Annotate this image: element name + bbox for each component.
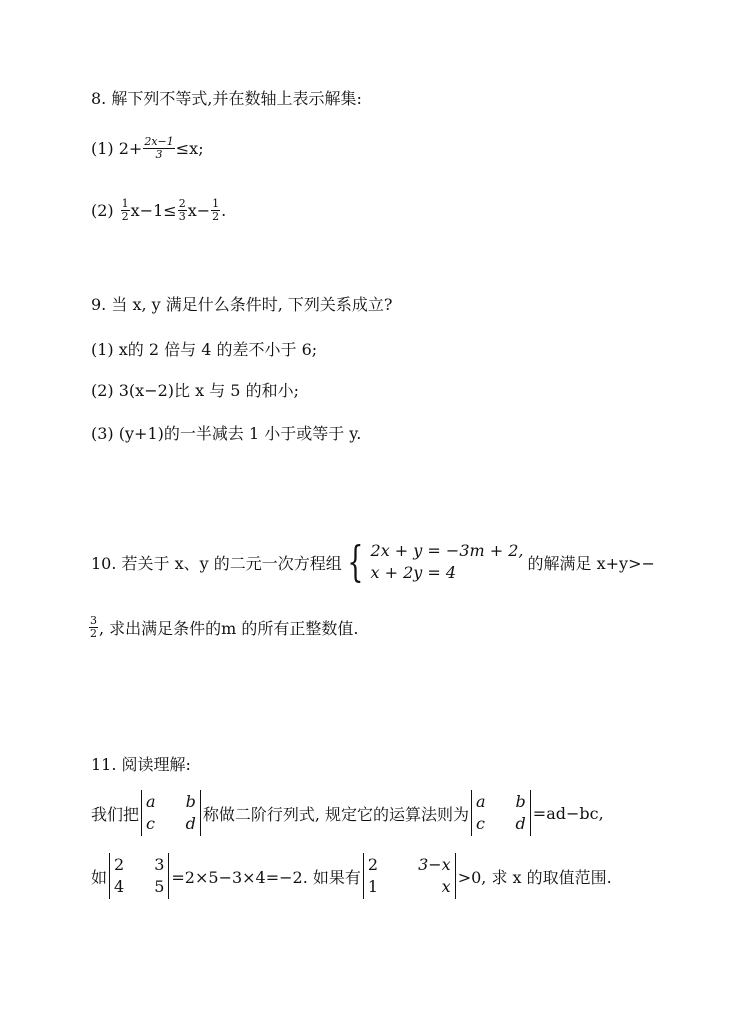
q10-fraction [89,615,98,640]
det-cell: c [146,814,155,833]
fraction-numerator: 1 [212,197,220,210]
det-cell: d [185,814,196,833]
q8-title [91,86,362,109]
det-cell: 5 [154,877,165,896]
q10-prefix: 10. 若关于 x、y 的二元一次方程组 [91,553,342,573]
det-cell: 3 [154,855,165,874]
determinant-abcd-2 [471,790,531,836]
q8-title-text: 8. 解下列不等式,并在数轴上表示解集: [91,89,362,108]
det-cell: x [441,877,451,896]
det-cell: a [476,792,486,811]
q8-part1 [91,136,204,161]
q8-part2-mid: x−1≤ [130,201,177,220]
equation-brace: { [347,537,364,586]
fraction-numerator: 1 [121,197,129,210]
det-cell: 3−x [418,855,451,874]
q9-item-text: (2) 3(x−2)比 x 与 5 的和小; [91,381,299,400]
det-cell: a [146,792,156,811]
q8-part1-label: (1) 2+ [91,139,143,158]
det-cell: 1 [367,877,379,896]
det-cell: d [515,814,526,833]
determinant-abcd-1 [141,790,201,836]
det-cell: 2 [114,855,125,874]
det-cell: 2 [367,855,379,874]
determinant-problem [363,853,456,899]
det-cell: b [185,792,196,811]
q9-item-1 [91,337,317,360]
q11-title-text: 11. 阅读理解: [91,755,191,774]
determinant-example [109,853,169,899]
q8-part2-label: (2) [91,201,114,220]
q8-part1-rest: ≤x; [175,139,204,158]
fraction-denominator: 2 [121,210,129,223]
q11-line-2-c: >0, 求 x 的取值范围. [457,867,612,887]
q11-line-1-c: =ad−bc, [532,803,604,823]
equation-system [371,540,524,584]
q10-line-2 [88,615,359,640]
q10-line-2-text: , 求出满足条件的m 的所有正整数值. [99,619,359,638]
q8-part2-fraction-2 [178,198,187,223]
q11-line-2-b: =2×5−3×4=−2. 如果有 [171,867,361,887]
q8-part2 [91,198,226,223]
q9-item-2 [91,378,299,401]
q11-line-1-a: 我们把 [91,804,140,824]
q9-title [91,292,393,315]
q9-item-text: (3) (y+1)的一半减去 1 小于或等于 y. [91,424,362,443]
fraction-denominator: 2 [212,210,220,223]
q11-line-1 [91,790,604,836]
q11-title [91,752,191,775]
fraction-denominator: 2 [90,627,97,640]
q8-part1-fraction [143,136,174,161]
q11-line-1-b: 称做二阶行列式, 规定它的运算法则为 [202,804,469,824]
q8-part2-mid2: x− [187,201,211,220]
det-cell: 4 [114,877,125,896]
q10-suffix: 的解满足 x+y>− [527,553,655,573]
q9-item-3 [91,421,361,444]
det-cell: b [515,792,526,811]
q11-line-2-a: 如 [91,867,108,887]
q9-title-text: 9. 当 x, y 满足什么条件时, 下列关系成立? [91,295,393,314]
q8-part2-end: . [221,201,227,220]
fraction-numerator: 3 [90,614,97,627]
q8-part2-fraction-3 [211,198,220,223]
fraction-denominator: 3 [178,210,186,223]
equation-1: 2x + y = −3m + 2, [370,541,524,560]
q11-line-2 [91,853,612,899]
det-cell: c [476,814,485,833]
fraction-numerator: 2 [178,197,186,210]
q9-item-text: (1) x的 2 倍与 4 的差不小于 6; [91,340,318,359]
fraction-denominator: 3 [155,148,163,161]
q10-line-1 [91,537,655,586]
fraction-numerator: 2x−1 [144,135,174,148]
q8-part2-fraction-1 [121,198,130,223]
equation-2: x + 2y = 4 [370,563,457,582]
